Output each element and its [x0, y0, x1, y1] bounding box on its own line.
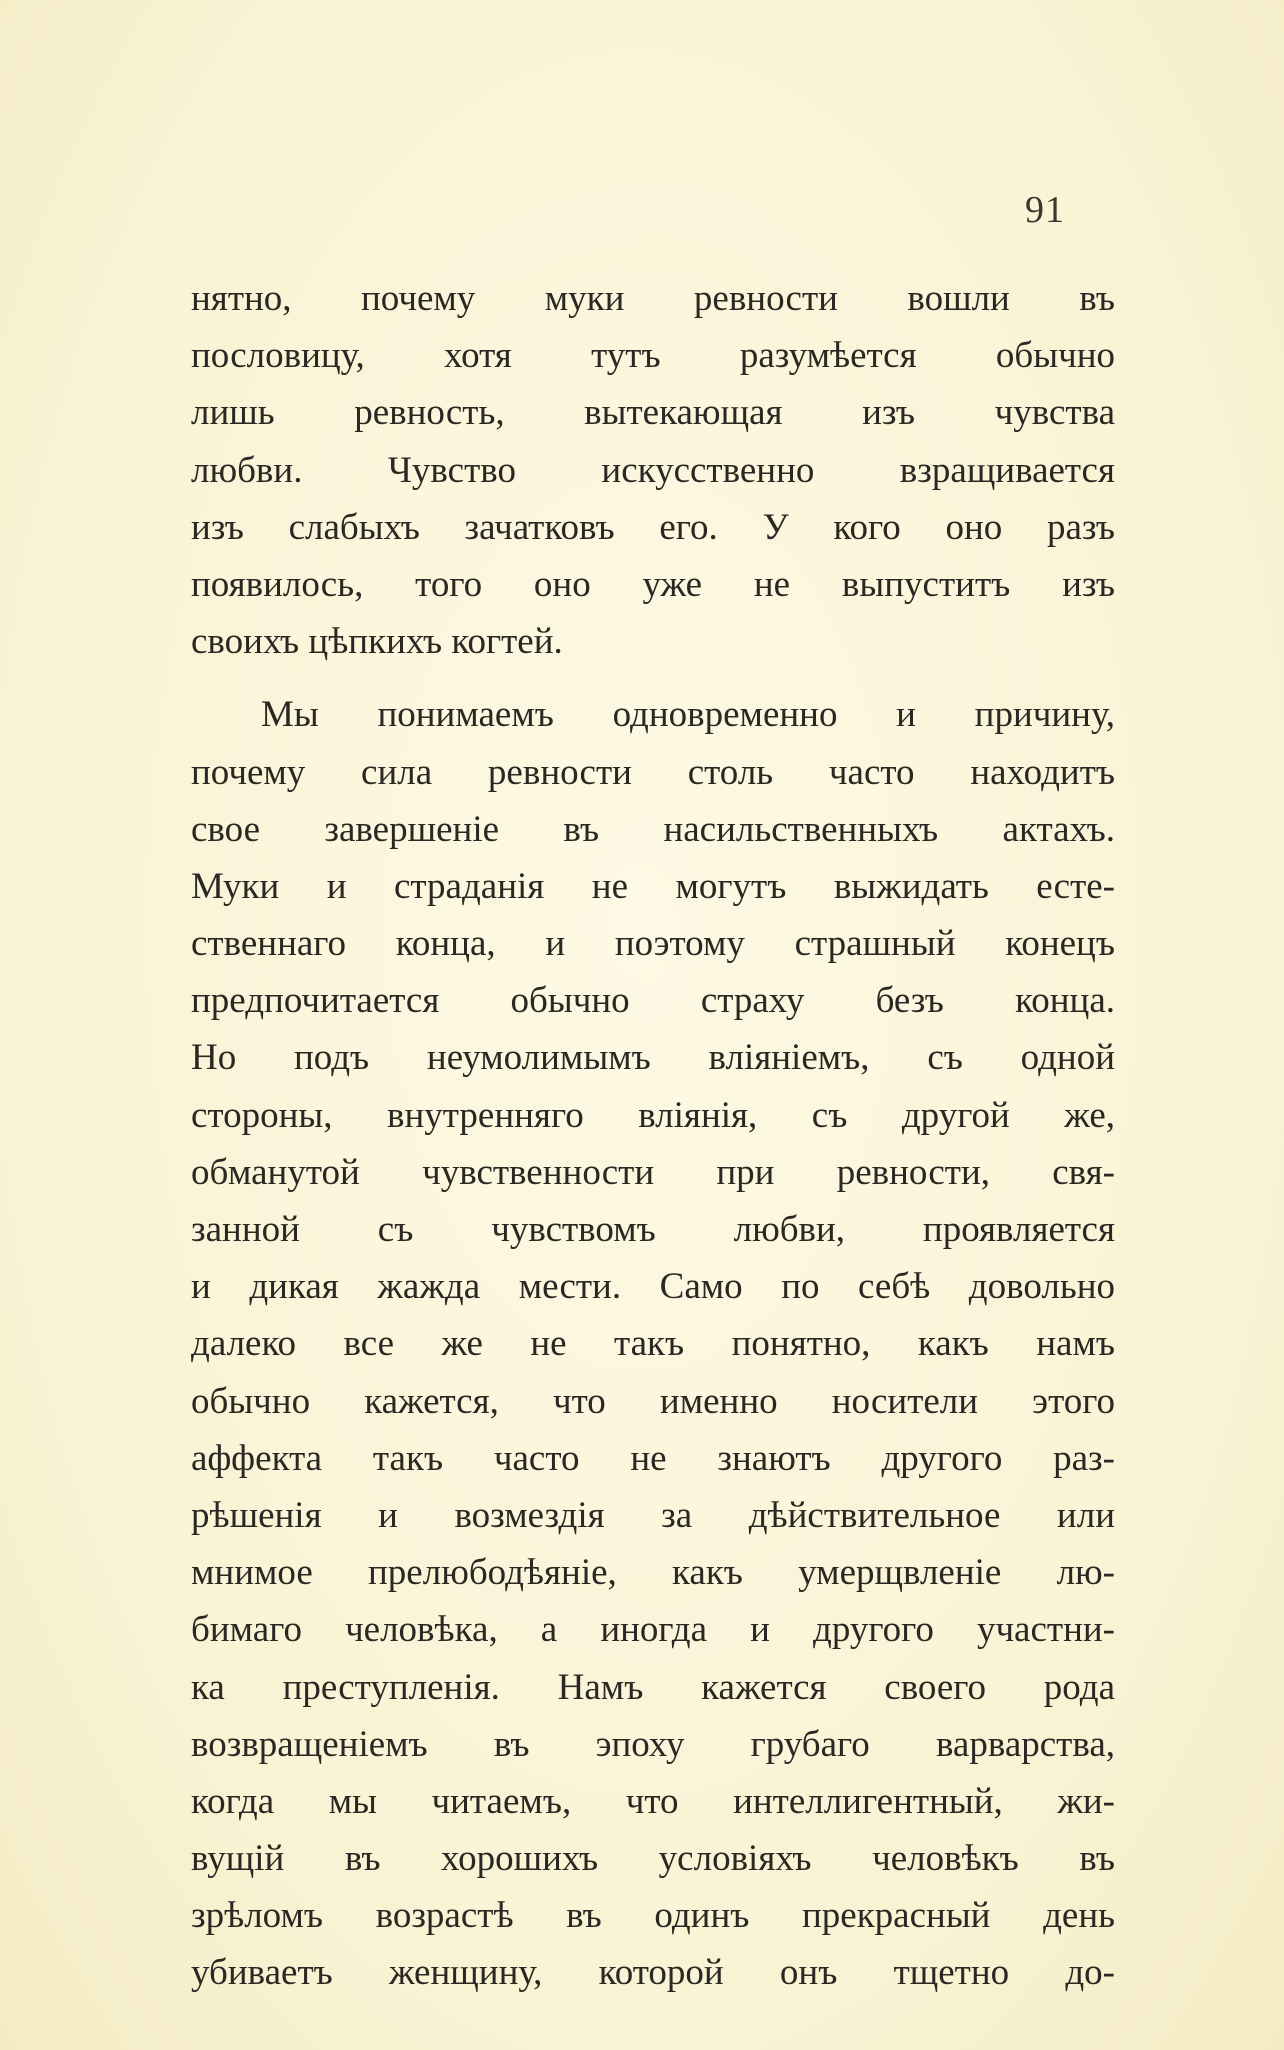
text-line: ственнаго конца, и поэтому страшный конецъ — [191, 923, 1115, 965]
text-line: далеко все же не такъ понятно, какъ намъ — [191, 1323, 1115, 1365]
body-text — [191, 270, 1115, 2002]
text-line: и дикая жажда мести. Само по себѣ довольно — [191, 1266, 1115, 1308]
text-line: занной съ чувствомъ любви, проявляется — [191, 1209, 1115, 1250]
text-line: Но подъ неумолимымъ вліяніемъ, съ одной — [191, 1037, 1115, 1079]
text-line: рѣшенія и возмездія за дѣйствительное или — [191, 1494, 1115, 1536]
text-line: зрѣломъ возрастѣ въ одинъ прекрасный день — [191, 1895, 1115, 1937]
text-line: лишь ревность, вытекающая изъ чувства — [191, 392, 1115, 434]
paragraph-2 — [191, 686, 1115, 2001]
text-line: обманутой чувственности при ревности, свя- — [191, 1151, 1115, 1193]
text-line: свое завершеніе въ насильственныхъ актахъ. — [191, 808, 1115, 850]
text-line: появилось, того оно уже не выпуститъ изъ — [191, 563, 1115, 605]
page-number: 91 — [1025, 189, 1065, 231]
text-line: своихъ цѣпкихъ когтей. — [191, 621, 563, 663]
text-line: вущій въ хорошихъ условіяхъ человѣкъ въ — [191, 1838, 1115, 1880]
text-line: ка преступленія. Намъ кажется своего рода — [191, 1666, 1115, 1708]
text-line: стороны, внутренняго вліянія, съ другой же, — [191, 1094, 1115, 1136]
text-line: бимаго человѣка, а иногда и другого участни- — [191, 1609, 1115, 1651]
paragraph-1 — [191, 270, 1115, 670]
text-line: Муки и страданія не могутъ выжидать есте- — [191, 865, 1115, 907]
text-line: нятно, почему муки ревности вошли въ — [191, 278, 1115, 319]
text-line: изъ слабыхъ зачатковъ его. У кого оно разъ — [191, 506, 1115, 548]
text-line: предпочитается обычно страху безъ конца. — [191, 980, 1115, 1022]
text-line: возвращеніемъ въ эпоху грубаго варварства, — [191, 1723, 1115, 1765]
text-line: когда мы читаемъ, что интеллигентный, жи- — [191, 1780, 1115, 1822]
text-line: пословицу, хотя тутъ разумѣется обычно — [191, 335, 1115, 377]
text-line: любви. Чувство искусственно взращивается — [191, 449, 1115, 491]
text-line: обычно кажется, что именно носители этого — [191, 1380, 1115, 1422]
text-line: аффекта такъ часто не знаютъ другого раз- — [191, 1437, 1115, 1479]
text-line: убиваетъ женщину, которой онъ тщетно до- — [191, 1952, 1115, 1994]
text-line: мнимое прелюбодѣяніе, какъ умерщвленіе лю- — [191, 1552, 1115, 1594]
text-line: почему сила ревности столь часто находитъ — [191, 751, 1115, 793]
text-line: Мы понимаемъ одновременно и причину, — [261, 694, 1115, 736]
